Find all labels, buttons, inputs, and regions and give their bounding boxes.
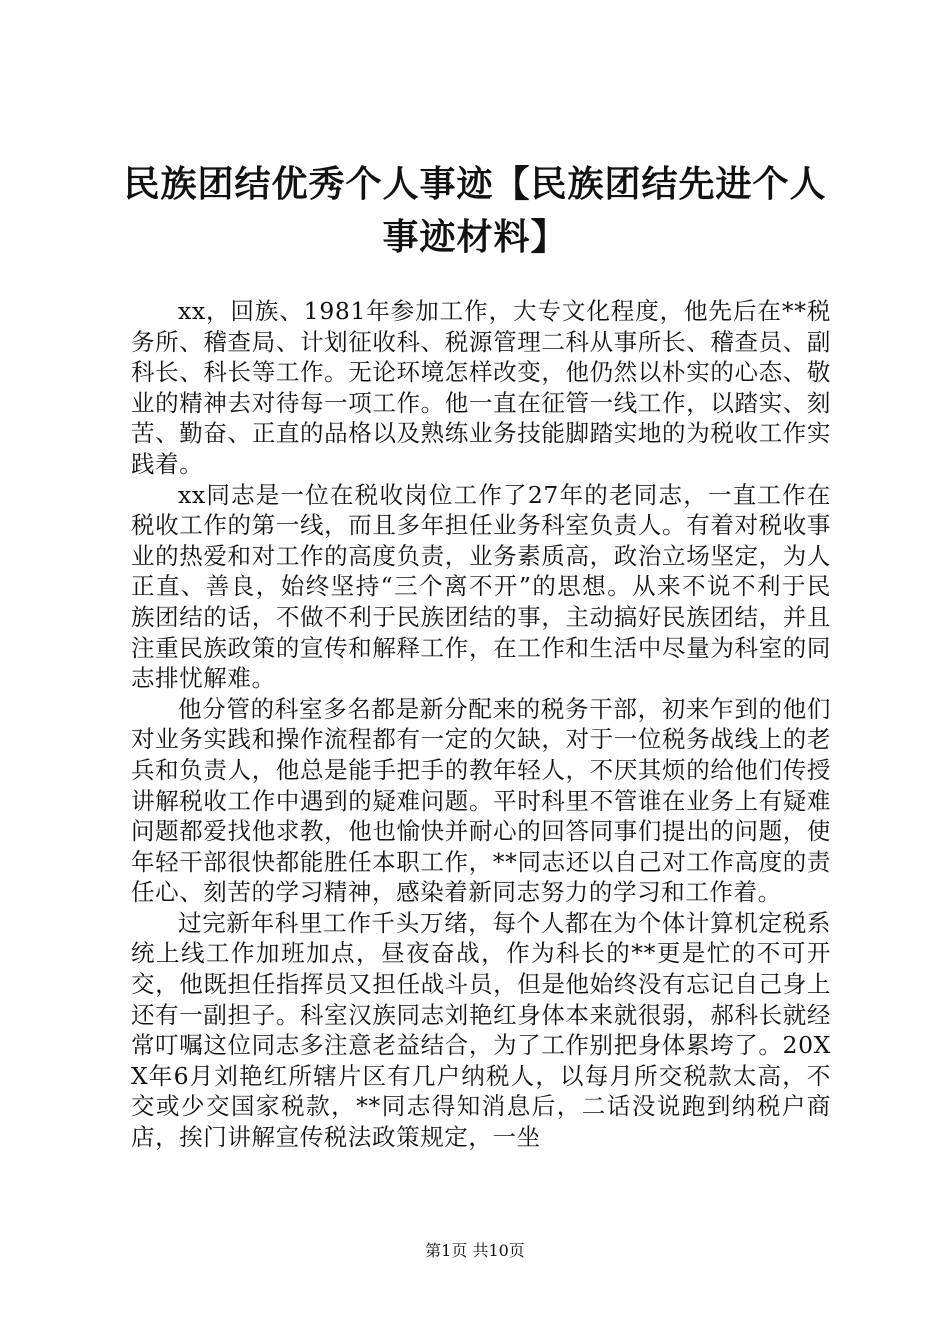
paragraph-1: xx，回族、1981年参加工作，大专文化程度，他先后在**税务所、稽查局、计划征收科、税源管理二科从事所长、稽查员、副科长、科长等工作。无论环境怎样改变，他仍然以朴实的心态、敬业的精神去对待每一项工作。他一直在征管一线工作，以踏实、刻苦、勤奋、正直的品格以及熟练业务技能脚踏实地的为税收工作实践着。 — [131, 297, 831, 478]
document-body — [131, 296, 831, 1153]
document-title: 民族团结优秀个人事迹【民族团结先进个人事迹材料】 — [123, 163, 827, 258]
paragraph-2: xx同志是一位在税收岗位工作了27年的老同志，一直工作在税收工作的第一线，而且多年担任业务科室负责人。有着对税收事业的热爱和对工作的高度负责，业务素质高，政治立场坚定，为人正直、善良，始终坚持“三个离不开”的思想。从来不说不利于民族团结的话，不做不利于民族团结的事，主动搞好民族团结，并且注重民族政策的宣传和解释工作，在工作和生活中尽量为科室的同志排忧解难。 — [131, 480, 831, 693]
paragraph-3: 他分管的科室多名都是新分配来的税务干部，初来乍到的他们对业务实践和操作流程都有一定的欠缺，对于一位税务战线上的老兵和负责人，他总是能手把手的教年轻人，不厌其烦的给他们传授讲解税收工作中遇到的疑难问题。平时科里不管谁在业务上有疑难问题都爱找他求教，他也愉快并耐心的回答同事们提出的问题，使年轻干部很快都能胜任本职工作，**同志还以自己对工作高度的责任心、刻苦的学习精神，感染着新同志努力的学习和工作着。 — [131, 694, 831, 907]
paragraph-4: 过完新年科里工作千头万绪，每个人都在为个体计算机定税系统上线工作加班加点，昼夜奋战，作为科长的**更是忙的不可开交，他既担任指挥员又担任战斗员，但是他始终没有忘记自己身上还有一副担子。科室汉族同志刘艳红身体本来就很弱，郝科长就经常叮嘱这位同志多注意老益结合，为了工作别把身体累垮了。20XX年6月刘艳红所辖片区有几户纳税人，以每月所交税款太高，不交或少交国家税款，**同志得知消息后，二话没说跑到纳税户商店，挨门讲解宣传税法政策规定，一坐 — [131, 908, 831, 1152]
page-number-footer: 第1页 共10页 — [425, 1241, 525, 1260]
